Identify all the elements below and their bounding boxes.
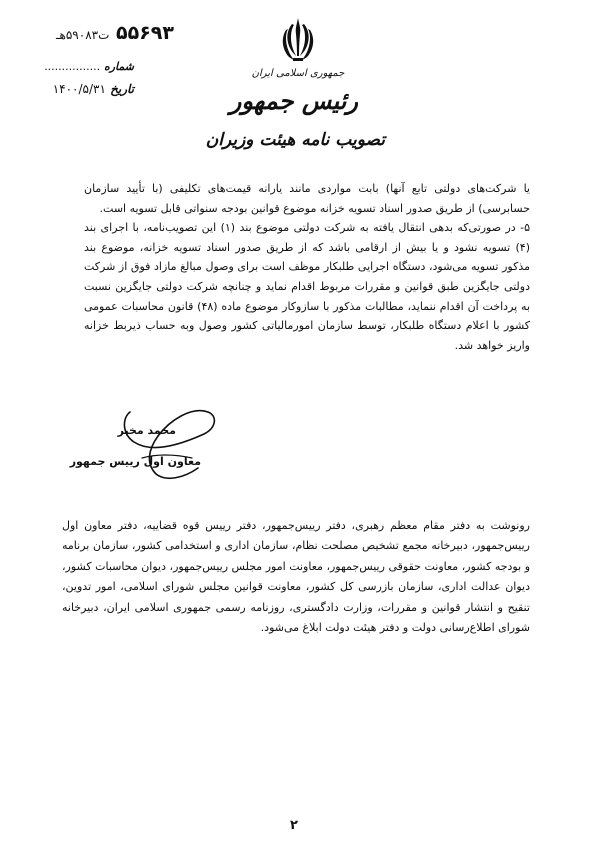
date-value: ۱۴۰۰/۵/۳۱: [52, 82, 106, 96]
signer-name: محمد مخبر: [117, 424, 176, 437]
date-field: [14, 82, 134, 96]
document-body: [84, 179, 530, 355]
cabinet-title: تصویب نامه هیئت وزیران: [205, 130, 385, 150]
date-label: تاریخ: [110, 82, 134, 96]
number-dots: ................: [44, 60, 101, 73]
body-paragraph-1: یا شرکت‌های دولتی تابع آنها) بابت مواردی مانند یارانه قیمت‌های تکلیفی (با تأیید سازمان حسابرسی) از طریق صدور اسناد تسویه خزانه موضوع قوانین بودجه سنواتی قابل تسویه است.: [84, 182, 530, 215]
distribution-text: رونوشت به دفتر مقام معظم رهبری، دفتر رییس‌جمهور، دفتر رییس قوه قضاییه، دفتر معاون اول رییس‌جمهور، دبیرخانه مجمع تشخیص مصلحت نظام، سازمان اداری و استخدامی کشور، سازمان برنامه و بودجه کشور، معاونت حقوقی رییس‌جمهور، معاونت امور مجلس رییس‌جمهور، دیوان محاسبات کشور، دیوان عدالت اداری، سازمان بازرسی کل کشور، معاونت قوانین مجلس شورای اسلامی، امور تدوین، تنقیح و انتشار قوانین و مقررات، وزارت دادگستری، روزنامه رسمی جمهوری اسلامی ایران، دبیرخانه شورای اطلاع‌رسانی دولت و دفتر هیئت دولت ابلاغ می‌شود.: [62, 519, 530, 635]
reference-number-value: ۵۵۶۹۳: [116, 22, 174, 44]
reference-number: [14, 22, 174, 44]
reference-number-suffix: ت۵۹۰۸۳هـ: [56, 28, 110, 42]
republic-title: جمهوری اسلامی ایران: [251, 68, 345, 79]
number-field: [24, 60, 134, 73]
page-number: ۲: [290, 818, 298, 833]
body-paragraph-2: ۵- در صورتی‌که بدهی انتقال یافته به شرکت دولتی موضوع بند (۱) این تصویب‌نامه، با اجرای بند (۴) تسویه نشود و یا بیش از ارقامی باشد که از طریق صدور اسناد تسویه خزانه، موضوع بند مذکور تسویه می‌شود، دستگاه اجرایی طلبکار موظف است برای وصول مبالغ مازاد فوق از شرکت دولتی جایگزین طبق قوانین و مقررات مربوط اقدام نماید و چنانچه شرکت دولتی جایگزین نسبت به پرداخت آن اقدام ننماید، مطالبات مذکور با سازوکار موضوع ماده (۴۸) قانون محاسبات عمومی کشور با اعلام دستگاه طلبکار، توسط سازمان امورمالیاتی کشور وصول وبه حساب ذیربط خزانه واریز خواهد شد.: [84, 221, 530, 352]
signer-title: معاون اول رییس جمهور: [69, 455, 201, 468]
iran-emblem-icon: [278, 16, 318, 64]
distribution-list: [62, 516, 530, 638]
number-label: شماره: [103, 60, 134, 73]
signature-scribble: [112, 404, 222, 484]
president-title: رئیس جمهور: [229, 86, 358, 115]
